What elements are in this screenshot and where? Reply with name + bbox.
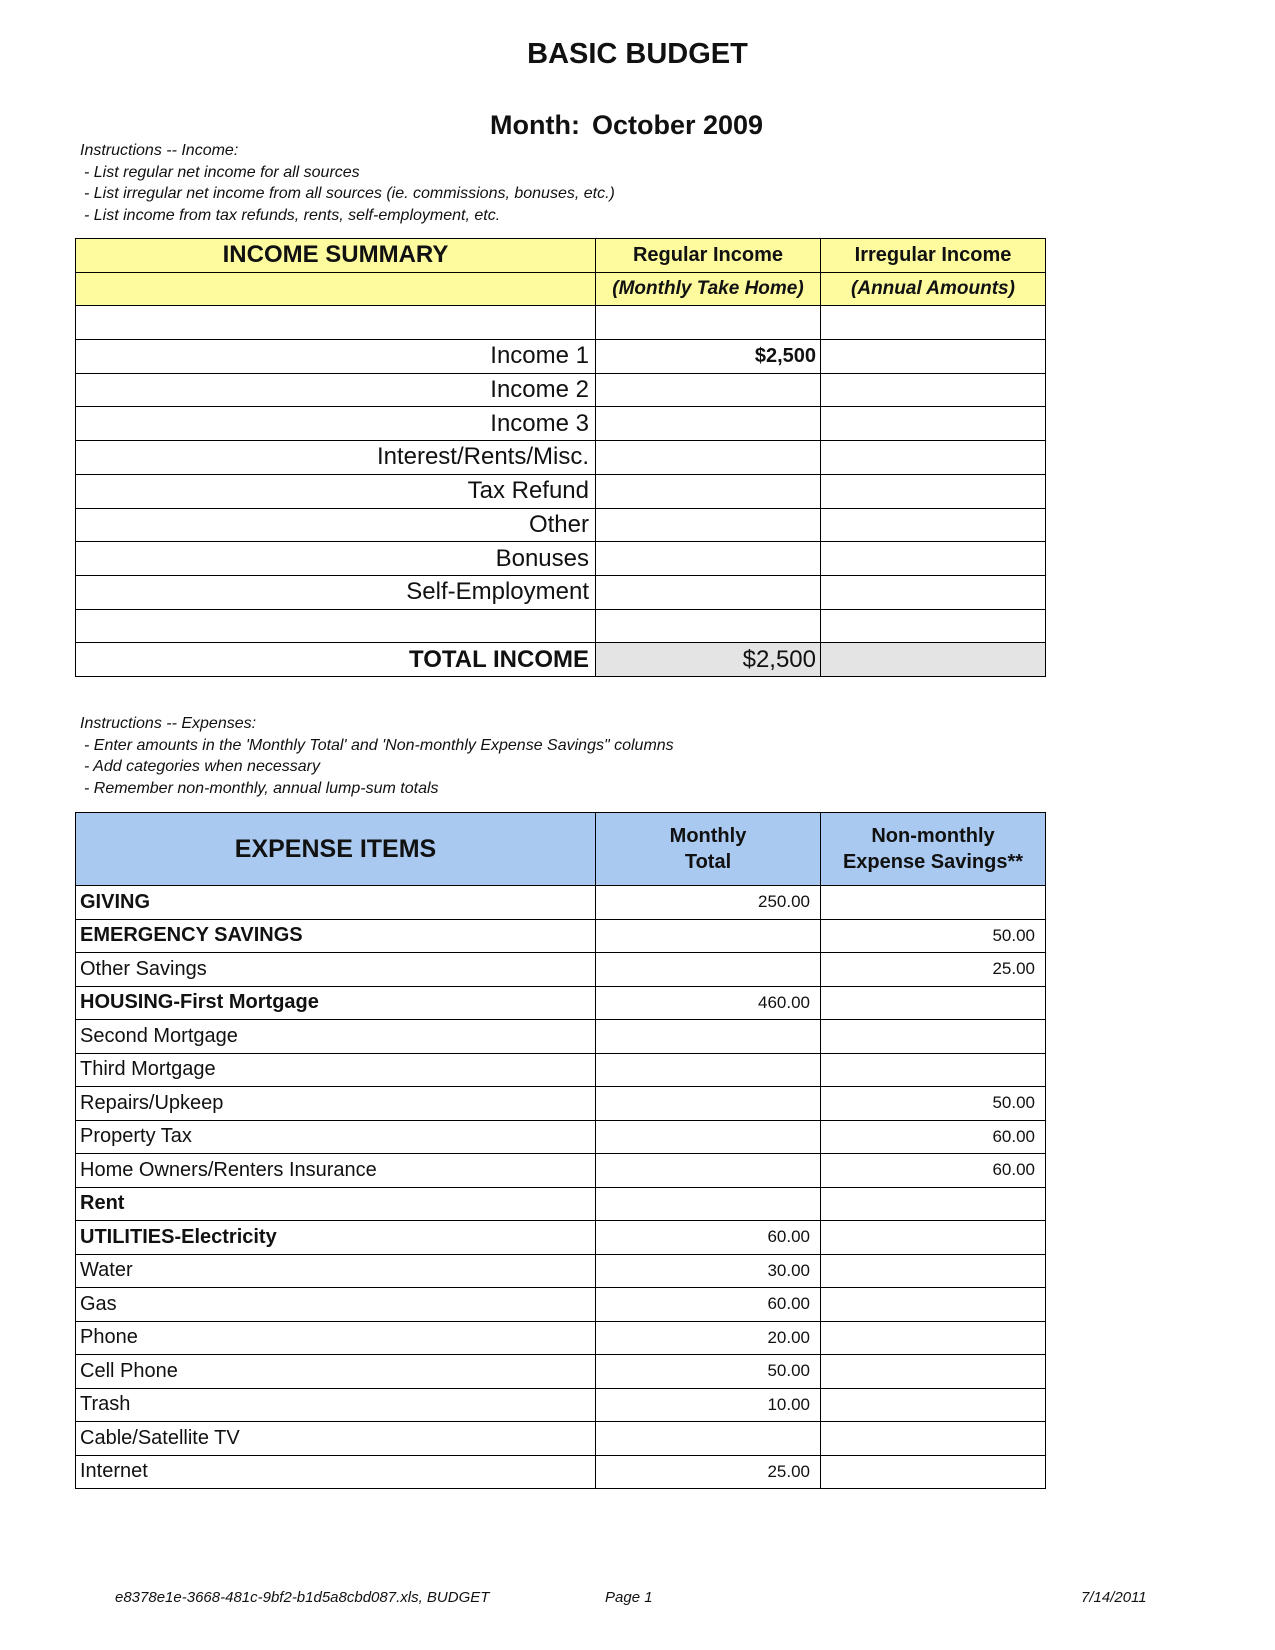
income-row-regular[interactable] bbox=[596, 542, 821, 576]
expense-item-label: Rent bbox=[76, 1187, 596, 1221]
expense-monthly-total[interactable] bbox=[596, 953, 821, 987]
income-row bbox=[76, 609, 1046, 643]
income-subheader-row bbox=[76, 272, 1046, 306]
income-row-label bbox=[76, 609, 596, 643]
expense-item-label: Property Tax bbox=[76, 1120, 596, 1154]
expense-nonmonthly-savings[interactable] bbox=[821, 1388, 1046, 1422]
income-row-irregular[interactable] bbox=[821, 407, 1046, 441]
expense-nonmonthly-savings[interactable] bbox=[821, 1455, 1046, 1489]
expense-item-label: Cable/Satellite TV bbox=[76, 1422, 596, 1456]
expense-row bbox=[76, 1422, 1046, 1456]
income-row-label: Other bbox=[76, 508, 596, 542]
income-instruction-line: - List regular net income for all sources bbox=[84, 163, 360, 181]
expense-nonmonthly-savings[interactable]: 25.00 bbox=[821, 953, 1046, 987]
irregular-income-header: Irregular Income bbox=[821, 239, 1046, 273]
expense-monthly-total[interactable]: 60.00 bbox=[596, 1221, 821, 1255]
income-row-irregular[interactable] bbox=[821, 373, 1046, 407]
income-row-irregular[interactable] bbox=[821, 441, 1046, 475]
total-income-irregular[interactable] bbox=[821, 643, 1046, 677]
regular-income-subheader: (Monthly Take Home) bbox=[596, 272, 821, 306]
expense-nonmonthly-savings[interactable]: 50.00 bbox=[821, 1087, 1046, 1121]
expense-header-row bbox=[76, 813, 1046, 886]
expense-row bbox=[76, 1020, 1046, 1054]
expense-row bbox=[76, 1154, 1046, 1188]
expense-instructions bbox=[80, 713, 674, 800]
income-row bbox=[76, 441, 1046, 475]
income-instructions-heading: Instructions -- Income: bbox=[80, 142, 239, 159]
expense-nonmonthly-savings[interactable] bbox=[821, 1254, 1046, 1288]
expense-item-label: Second Mortgage bbox=[76, 1020, 596, 1054]
expense-row bbox=[76, 953, 1046, 987]
income-row-regular[interactable] bbox=[596, 407, 821, 441]
expense-row bbox=[76, 1355, 1046, 1389]
income-row-irregular[interactable] bbox=[821, 340, 1046, 374]
income-instructions bbox=[80, 140, 615, 227]
expense-item-label: GIVING bbox=[76, 886, 596, 920]
expense-item-label: Home Owners/Renters Insurance bbox=[76, 1154, 596, 1188]
expense-monthly-total[interactable] bbox=[596, 1020, 821, 1054]
income-row bbox=[76, 407, 1046, 441]
income-row-regular[interactable] bbox=[596, 373, 821, 407]
income-row bbox=[76, 306, 1046, 340]
expense-row bbox=[76, 1120, 1046, 1154]
income-row-irregular[interactable] bbox=[821, 575, 1046, 609]
income-row bbox=[76, 474, 1046, 508]
nonmonthly-savings-header bbox=[821, 813, 1046, 886]
expense-monthly-total[interactable] bbox=[596, 1422, 821, 1456]
footer-date: 7/14/2011 bbox=[1081, 1589, 1147, 1606]
expense-row bbox=[76, 886, 1046, 920]
monthly-total-header bbox=[596, 813, 821, 886]
expense-monthly-total[interactable] bbox=[596, 1053, 821, 1087]
expense-row bbox=[76, 1388, 1046, 1422]
expense-item-label: Trash bbox=[76, 1388, 596, 1422]
expense-row bbox=[76, 1187, 1046, 1221]
income-instruction-line: - List income from tax refunds, rents, self-employment, etc. bbox=[84, 207, 501, 225]
footer-filename: e8378e1e-3668-481c-9bf2-b1d5a8cbd087.xls, BUDGET bbox=[115, 1589, 490, 1606]
income-row-irregular[interactable] bbox=[821, 508, 1046, 542]
expense-instruction-line: - Enter amounts in the 'Monthly Total' and 'Non-monthly Expense Savings" columns bbox=[84, 736, 674, 754]
expense-item-label: Other Savings bbox=[76, 953, 596, 987]
income-row bbox=[76, 542, 1046, 576]
expense-rows bbox=[76, 886, 1046, 1489]
income-row-label: Interest/Rents/Misc. bbox=[76, 441, 596, 475]
income-row-irregular[interactable] bbox=[821, 609, 1046, 643]
expense-row bbox=[76, 1254, 1046, 1288]
expense-row bbox=[76, 919, 1046, 953]
expense-nonmonthly-savings[interactable] bbox=[821, 1355, 1046, 1389]
expense-item-label: Water bbox=[76, 1254, 596, 1288]
expense-instruction-line: - Add categories when necessary bbox=[84, 758, 320, 776]
month-line bbox=[490, 110, 763, 141]
income-row bbox=[76, 373, 1046, 407]
expense-monthly-total[interactable] bbox=[596, 1120, 821, 1154]
expense-row bbox=[76, 1221, 1046, 1255]
expense-nonmonthly-savings[interactable] bbox=[821, 986, 1046, 1020]
regular-income-header: Regular Income bbox=[596, 239, 821, 273]
expense-monthly-total[interactable] bbox=[596, 1187, 821, 1221]
income-row-label: Income 1 bbox=[76, 340, 596, 374]
income-row-label bbox=[76, 306, 596, 340]
expense-nonmonthly-savings[interactable] bbox=[821, 1321, 1046, 1355]
income-subheader-blank bbox=[76, 272, 596, 306]
expense-nonmonthly-savings[interactable] bbox=[821, 1053, 1046, 1087]
expense-monthly-total[interactable]: 20.00 bbox=[596, 1321, 821, 1355]
expense-nonmonthly-savings[interactable]: 60.00 bbox=[821, 1154, 1046, 1188]
month-value: October 2009 bbox=[591, 110, 764, 140]
expense-row bbox=[76, 1053, 1046, 1087]
expense-nonmonthly-savings[interactable] bbox=[821, 1422, 1046, 1456]
total-income-regular[interactable]: $2,500 bbox=[596, 643, 821, 677]
income-row bbox=[76, 508, 1046, 542]
expense-item-label: Internet bbox=[76, 1455, 596, 1489]
expense-nonmonthly-savings[interactable] bbox=[821, 1187, 1046, 1221]
expense-monthly-total[interactable]: 60.00 bbox=[596, 1288, 821, 1322]
expense-nonmonthly-savings[interactable] bbox=[821, 1020, 1046, 1054]
income-row-regular[interactable]: $2,500 bbox=[596, 340, 821, 374]
monthly-total-header-line1: Monthly bbox=[669, 825, 747, 847]
expense-monthly-total[interactable]: 460.00 bbox=[596, 986, 821, 1020]
income-row bbox=[76, 340, 1046, 374]
income-row-regular[interactable] bbox=[596, 575, 821, 609]
expense-item-label: Cell Phone bbox=[76, 1355, 596, 1389]
income-row-regular[interactable] bbox=[596, 508, 821, 542]
monthly-total-header-line2: Total bbox=[684, 851, 732, 873]
nonmonthly-savings-header-line1: Non-monthly bbox=[871, 825, 995, 847]
expense-item-label: UTILITIES-Electricity bbox=[76, 1221, 596, 1255]
expense-row bbox=[76, 1087, 1046, 1121]
expense-monthly-total[interactable]: 30.00 bbox=[596, 1254, 821, 1288]
income-row-regular[interactable] bbox=[596, 306, 821, 340]
income-row-irregular[interactable] bbox=[821, 542, 1046, 576]
expense-items-table bbox=[75, 812, 1046, 1489]
month-label: Month: bbox=[490, 110, 580, 140]
expense-item-label: EMERGENCY SAVINGS bbox=[76, 919, 596, 953]
income-rows bbox=[76, 306, 1046, 643]
total-income-row bbox=[76, 643, 1046, 677]
expense-monthly-total[interactable] bbox=[596, 1154, 821, 1188]
income-row-regular[interactable] bbox=[596, 441, 821, 475]
expense-item-label: Repairs/Upkeep bbox=[76, 1087, 596, 1121]
footer-page: Page 1 bbox=[605, 1589, 653, 1606]
expense-item-label: HOUSING-First Mortgage bbox=[76, 986, 596, 1020]
income-row-regular[interactable] bbox=[596, 609, 821, 643]
income-row-label: Self-Employment bbox=[76, 575, 596, 609]
expense-monthly-total[interactable]: 10.00 bbox=[596, 1388, 821, 1422]
expense-monthly-total[interactable] bbox=[596, 919, 821, 953]
expense-nonmonthly-savings[interactable]: 60.00 bbox=[821, 1120, 1046, 1154]
expense-nonmonthly-savings[interactable] bbox=[821, 1221, 1046, 1255]
income-row-irregular[interactable] bbox=[821, 306, 1046, 340]
expense-row bbox=[76, 986, 1046, 1020]
expense-nonmonthly-savings[interactable]: 50.00 bbox=[821, 919, 1046, 953]
expense-instructions-heading: Instructions -- Expenses: bbox=[80, 715, 257, 732]
expense-instruction-line: - Remember non-monthly, annual lump-sum totals bbox=[84, 780, 439, 798]
income-instruction-line: - List irregular net income from all sources (ie. commissions, bonuses, etc.) bbox=[84, 185, 615, 203]
income-row-regular[interactable] bbox=[596, 474, 821, 508]
income-row-label: Tax Refund bbox=[76, 474, 596, 508]
expense-monthly-total[interactable] bbox=[596, 1087, 821, 1121]
expense-item-label: Third Mortgage bbox=[76, 1053, 596, 1087]
expense-row bbox=[76, 1455, 1046, 1489]
expense-monthly-total[interactable]: 50.00 bbox=[596, 1355, 821, 1389]
income-header-row bbox=[76, 239, 1046, 273]
income-summary-table bbox=[75, 238, 1046, 677]
expense-monthly-total[interactable]: 25.00 bbox=[596, 1455, 821, 1489]
income-row-label: Bonuses bbox=[76, 542, 596, 576]
expense-row bbox=[76, 1288, 1046, 1322]
nonmonthly-savings-header-line2: Expense Savings** bbox=[842, 851, 1024, 873]
expense-items-title: EXPENSE ITEMS bbox=[76, 813, 596, 886]
expense-nonmonthly-savings[interactable] bbox=[821, 1288, 1046, 1322]
irregular-income-subheader: (Annual Amounts) bbox=[821, 272, 1046, 306]
income-summary-title: INCOME SUMMARY bbox=[76, 239, 596, 273]
expense-nonmonthly-savings[interactable] bbox=[821, 886, 1046, 920]
expense-item-label: Phone bbox=[76, 1321, 596, 1355]
income-row bbox=[76, 575, 1046, 609]
income-row-irregular[interactable] bbox=[821, 474, 1046, 508]
expense-item-label: Gas bbox=[76, 1288, 596, 1322]
total-income-label: TOTAL INCOME bbox=[76, 643, 596, 677]
income-row-label: Income 2 bbox=[76, 373, 596, 407]
expense-row bbox=[76, 1321, 1046, 1355]
expense-monthly-total[interactable]: 250.00 bbox=[596, 886, 821, 920]
page-title: BASIC BUDGET bbox=[527, 38, 748, 70]
income-row-label: Income 3 bbox=[76, 407, 596, 441]
